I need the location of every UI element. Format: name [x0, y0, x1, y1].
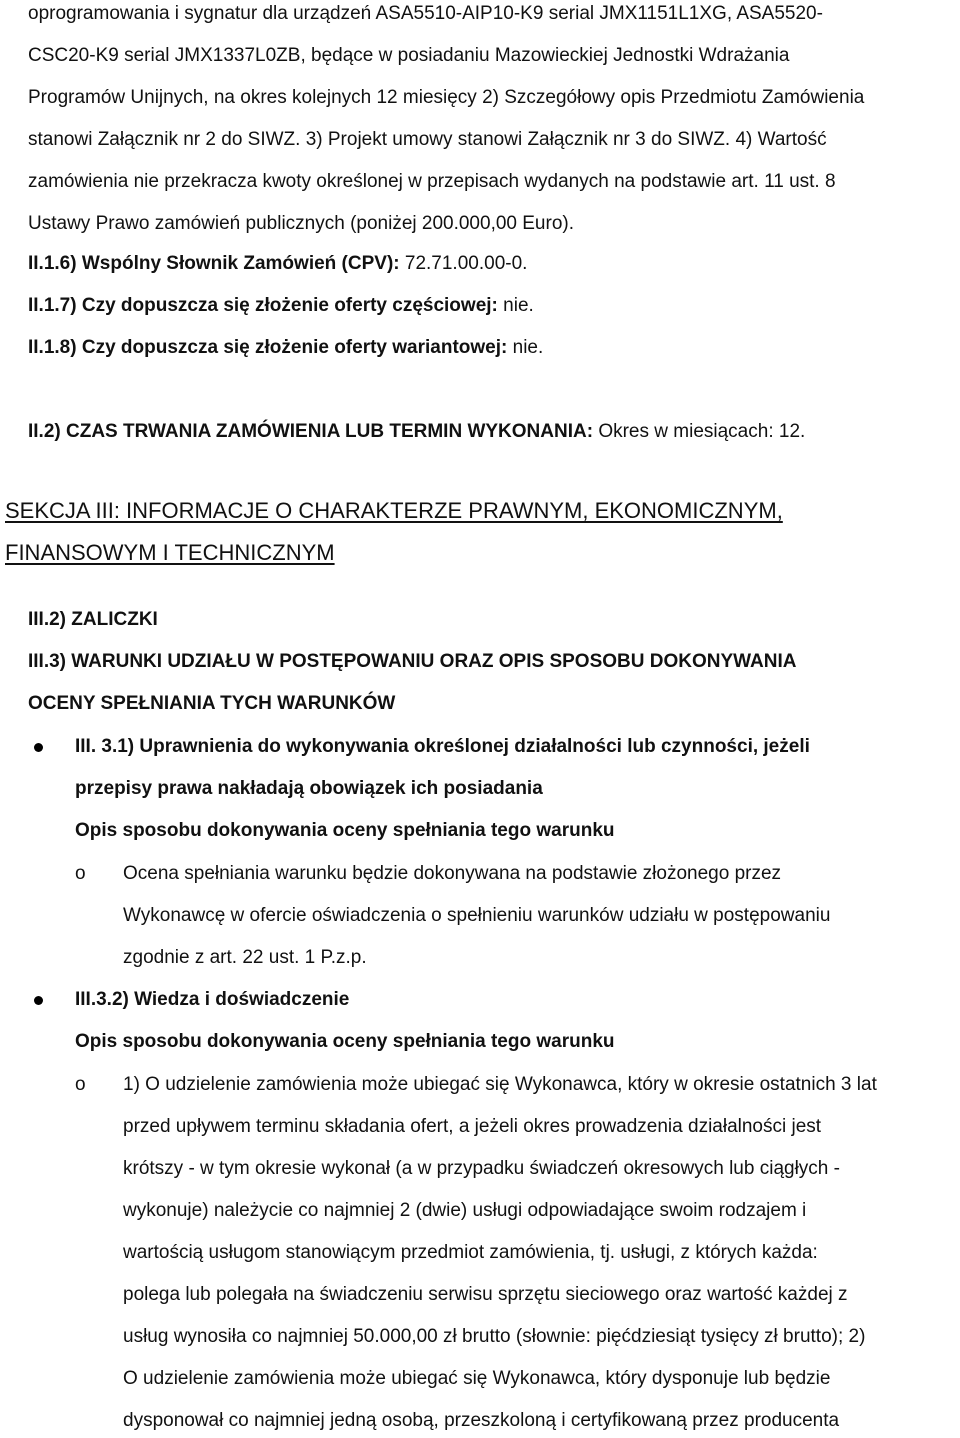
sub-bullet-line: wartością usługom stanowiącym przedmiot zamówienia, tj. usługi, z których każda: — [123, 1242, 818, 1263]
variant-offer-value: nie. — [507, 337, 544, 358]
assessment-heading: Opis sposobu dokonywania oceny spełniania tego warunku — [75, 1031, 615, 1052]
sub-bullet-line: 1) O udzielenie zamówienia może ubiegać się Wykonawca, który w okresie ostatnich 3 lat — [123, 1074, 877, 1095]
duration-label: II.2) CZAS TRWANIA ZAMÓWIENIA LUB TERMIN WYKONANIA: — [28, 421, 594, 442]
cpv-value: 72.71.00.00-0. — [399, 253, 528, 274]
conditions-heading: III.3) WARUNKI UDZIAŁU W POSTĘPOWANIU ORAZ OPIS SPOSOBU DOKONYWANIA — [28, 651, 797, 672]
intro-line: Programów Unijnych, na okres kolejnych 12 miesięcy 2) Szczegółowy opis Przedmiotu Zamówienia — [28, 87, 865, 108]
conditions-heading: OCENY SPEŁNIANIA TYCH WARUNKÓW — [28, 693, 396, 714]
cpv-label: II.1.6) Wspólny Słownik Zamówień (CPV): — [28, 253, 400, 274]
sub-bullet-line: krótszy - w tym okresie wykonał (a w przypadku świadczeń okresowych lub ciągłych - — [123, 1158, 840, 1179]
sub-bullet-line: zgodnie z art. 22 ust. 1 P.z.p. — [123, 947, 367, 968]
sub-bullet-line: usług wynosiła co najmniej 50.000,00 zł brutto (słownie: pięćdziesiąt tysięcy zł brutto); 2) — [123, 1326, 866, 1347]
variant-offer-label: II.1.8) Czy dopuszcza się złożenie oferty wariantowej: — [28, 337, 508, 358]
partial-offer-label: II.1.7) Czy dopuszcza się złożenie oferty częściowej: — [28, 295, 498, 316]
intro-line: CSC20-K9 serial JMX1337L0ZB, będące w posiadaniu Mazowieckiej Jednostki Wdrażania — [28, 45, 790, 66]
bullet-icon — [34, 743, 43, 752]
sub-bullet-marker: o — [75, 863, 86, 884]
condition-title: III.3.2) Wiedza i doświadczenie — [75, 989, 350, 1010]
intro-line: stanowi Załącznik nr 2 do SIWZ. 3) Projekt umowy stanowi Załącznik nr 3 do SIWZ. 4) Wartość — [28, 129, 827, 150]
partial-offer-value: nie. — [497, 295, 534, 316]
section-heading: FINANSOWYM I TECHNICZNYM — [5, 540, 335, 565]
sub-bullet-line: przed upływem terminu składania ofert, a jeżeli okres prowadzenia działalności jest — [123, 1116, 822, 1137]
variant-offer-item — [28, 336, 543, 360]
bullet-icon — [34, 996, 43, 1005]
sub-bullet-marker: o — [75, 1074, 86, 1095]
intro-line: zamówienia nie przekracza kwoty określonej w przepisach wydanych na podstawie art. 11 ust. 8 — [28, 171, 836, 192]
duration-item — [28, 420, 805, 444]
sub-bullet-line: O udzielenie zamówienia może ubiegać się Wykonawca, który dysponuje lub będzie — [123, 1368, 831, 1389]
condition-title: przepisy prawa nakładają obowiązek ich posiadania — [75, 778, 543, 799]
section-heading: SEKCJA III: INFORMACJE O CHARAKTERZE PRAWNYM, EKONOMICZNYM, — [5, 498, 783, 523]
sub-bullet-line: polega lub polegała na świadczeniu serwisu sprzętu sieciowego oraz wartość każdej z — [123, 1284, 848, 1305]
condition-title: III. 3.1) Uprawnienia do wykonywania określonej działalności lub czynności, jeżeli — [75, 736, 810, 757]
sub-bullet-line: Ocena spełniania warunku będzie dokonywana na podstawie złożonego przez — [123, 863, 782, 884]
sub-bullet-line: dysponował co najmniej jedną osobą, przeszkoloną i certyfikowaną przez producenta — [123, 1410, 840, 1431]
intro-line: oprogramowania i sygnatur dla urządzeń ASA5510-AIP10-K9 serial JMX1151L1XG, ASA5520- — [28, 3, 823, 24]
assessment-heading: Opis sposobu dokonywania oceny spełniania tego warunku — [75, 820, 615, 841]
partial-offer-item — [28, 294, 534, 318]
duration-value: Okres w miesiącach: 12. — [593, 421, 806, 442]
sub-bullet-line: wykonuje) należycie co najmniej 2 (dwie) usługi odpowiadające swoim rodzajem i — [123, 1200, 807, 1221]
cpv-item — [28, 252, 527, 276]
sub-bullet-line: Wykonawcę w ofercie oświadczenia o spełnieniu warunków udziału w postępowaniu — [123, 905, 831, 926]
advance-payments-heading: III.2) ZALICZKI — [28, 609, 158, 630]
intro-line: Ustawy Prawo zamówień publicznych (poniżej 200.000,00 Euro). — [28, 213, 574, 234]
